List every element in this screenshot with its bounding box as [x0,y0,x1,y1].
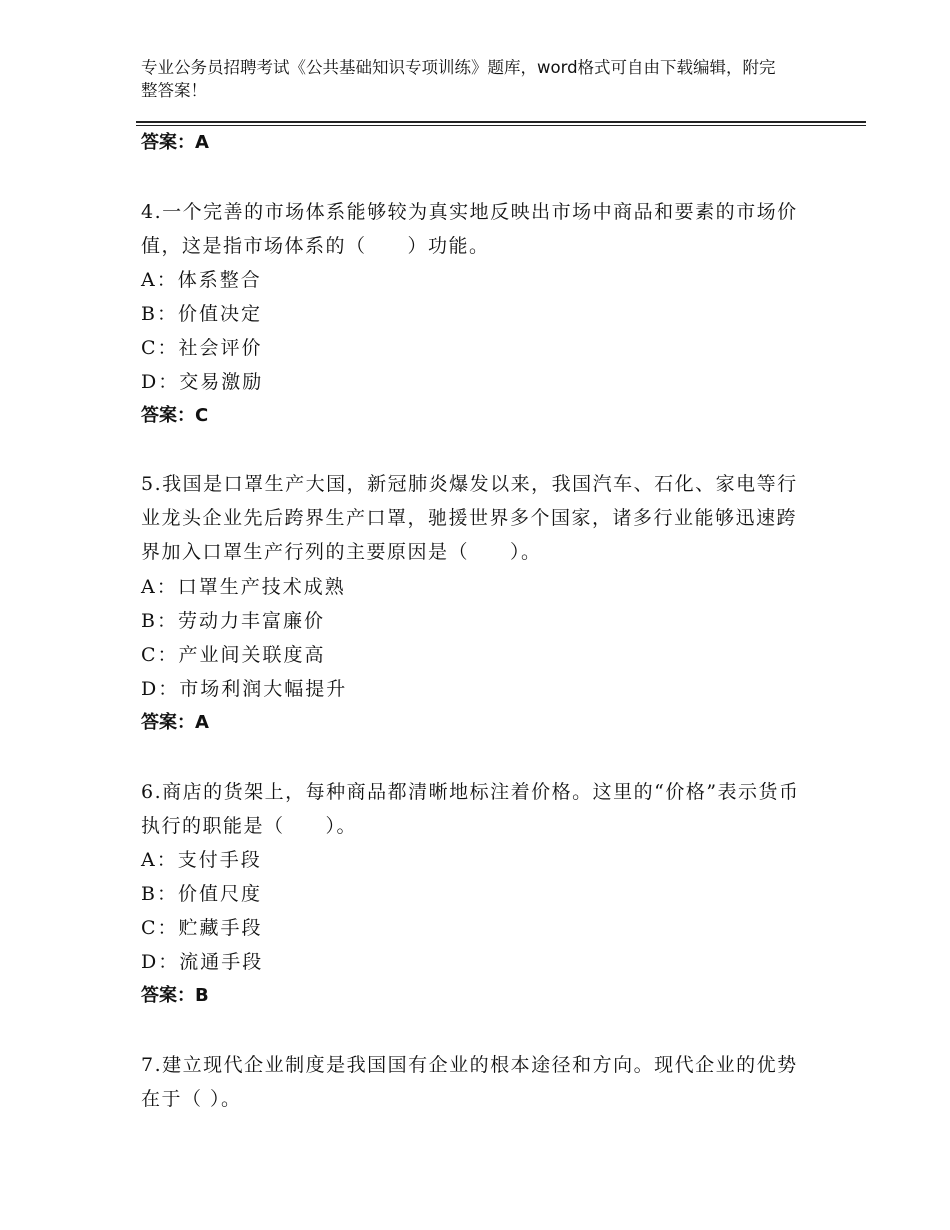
question-6-option-d: D：流通手段 [141,951,264,973]
question-4-option-c: C：社会评价 [141,337,263,359]
question-4-stem: 4.一个完善的市场体系能够较为真实地反映出市场中商品和要素的市场价值，这是指市场体系的（ ）功能。 [141,201,798,257]
question-5-stem: 5.我国是口罩生产大国，新冠肺炎爆发以来，我国汽车、石化、家电等行业龙头企业先后跨界生产口罩，驰援世界多个国家，诸多行业能够迅速跨界加入口罩生产行列的主要原因是（ ）。 [141,473,798,563]
question-6-option-a: A：支付手段 [141,849,262,871]
question-6-stem: 6.商店的货架上，每种商品都清晰地标注着价格。这里的“价格”表示货币执行的职能是（ ）。 [141,781,800,837]
question-5-answer: 答案：A [141,712,209,733]
question-5-option-a: A：口罩生产技术成熟 [141,576,346,598]
answer-previous: 答案：A [141,132,209,153]
document-header: 专业公务员招聘考试《公共基础知识专项训练》题库，word格式可自由下载编辑，附完整答案！ [141,58,776,100]
question-6-option-b: B：价值尺度 [141,883,262,905]
question-6-option-c: C：贮藏手段 [141,917,263,939]
question-4-option-a: A：体系整合 [141,269,262,291]
question-6-answer: 答案：B [141,985,209,1006]
question-5-option-c: C：产业间关联度高 [141,644,326,666]
question-7-stem: 7.建立现代企业制度是我国国有企业的根本途径和方向。现代企业的优势在于（ ）。 [141,1054,798,1110]
header-rule-thick [136,121,866,123]
question-4-answer: 答案：C [141,405,209,426]
header-rule-thin [136,125,866,126]
question-5-option-b: B：劳动力丰富廉价 [141,610,325,632]
question-4-option-d: D：交易激励 [141,371,264,393]
question-4-option-b: B：价值决定 [141,303,262,325]
question-5-option-d: D：市场利润大幅提升 [141,678,348,700]
